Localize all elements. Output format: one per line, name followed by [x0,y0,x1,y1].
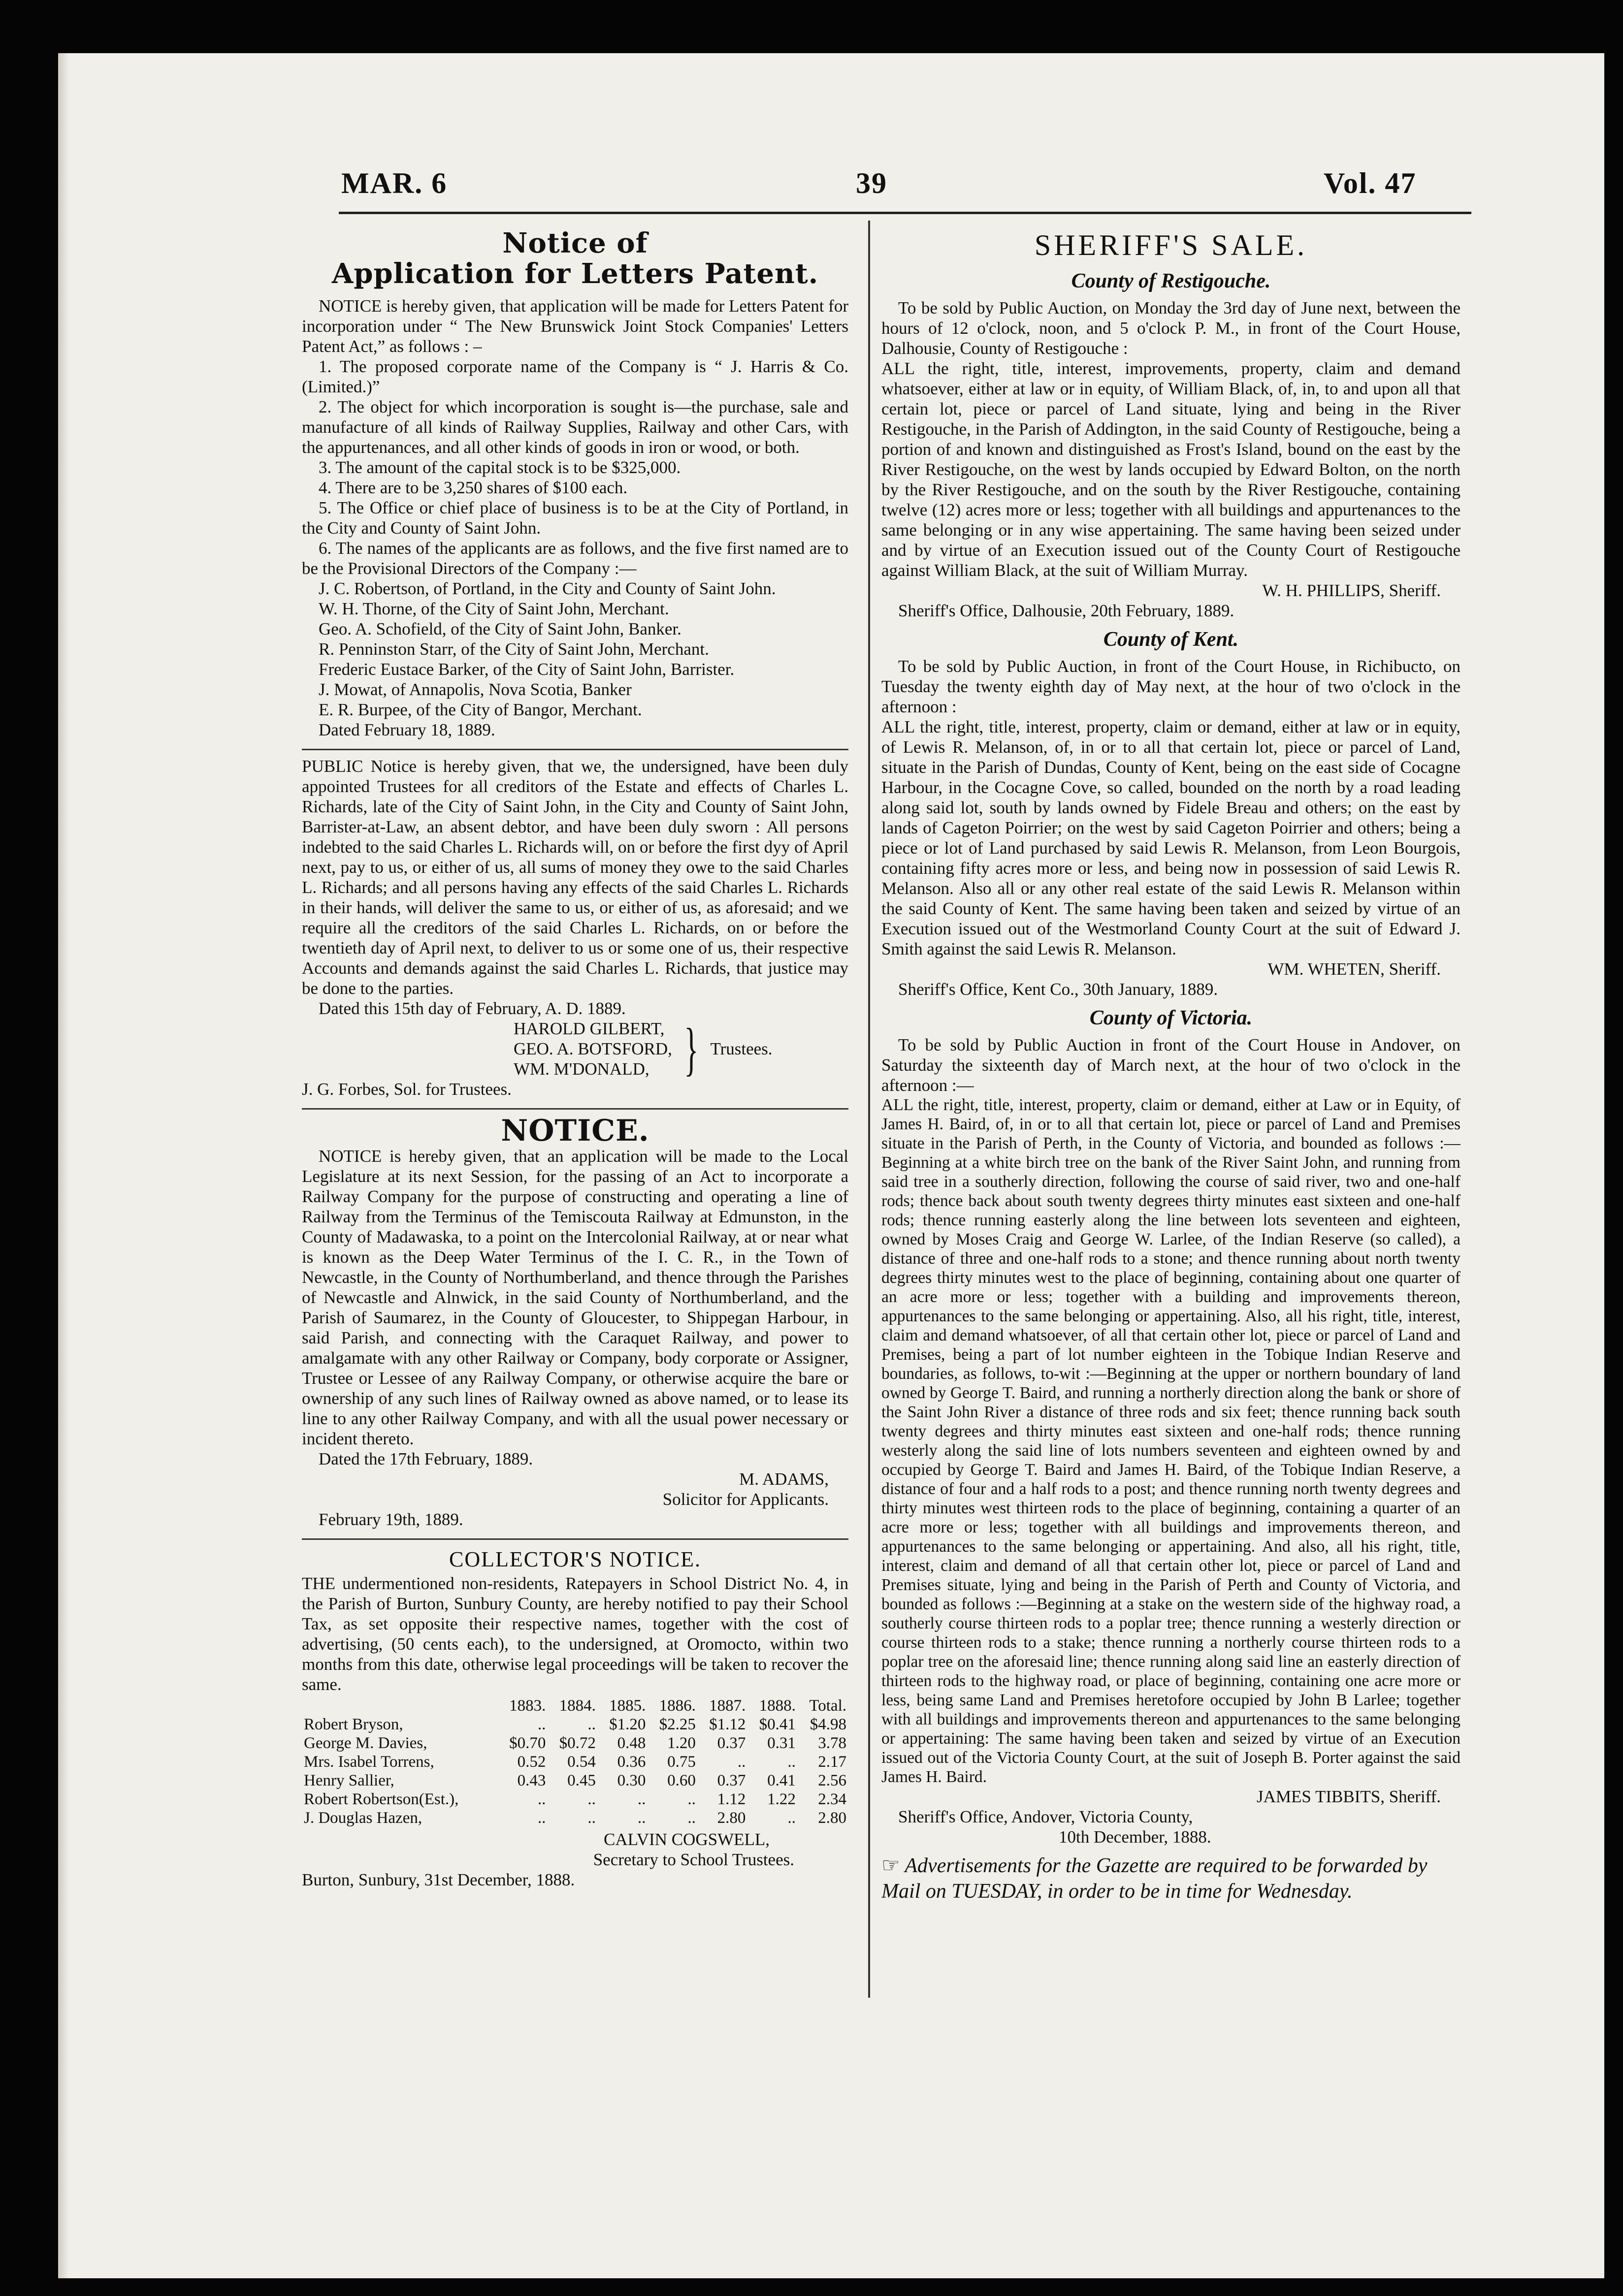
patent-dated: Dated February 18, 1889. [319,720,495,739]
table-cell: 0.36 [617,1753,646,1771]
patent-title-1: Notice of [502,228,648,259]
left-column [302,228,848,1890]
director: J. C. Robertson, of Portland, in the City and County of Saint John. [319,579,776,598]
column-header: 1885. [609,1697,646,1715]
trustee-name: WM. M'DONALD, [514,1059,649,1079]
table-cell: .. [587,1716,596,1733]
patent-intro: NOTICE is hereby given, that application will be made for Letters Patent for incorporation under “ The New Brunswick Joint Stock Companies' Letters Patent Act,” as follows : – [302,296,848,356]
table-cell: .. [537,1809,546,1827]
sale-intro: To be sold by Public Auction in front of the Court House in Andover, on Saturday the sixteenth day of March next, at the hour of two o'clock in the afternoon :— [881,1035,1461,1095]
sheriff-signer: W. H. PHILLIPS, Sheriff. [1262,581,1441,600]
tax-table [302,1696,848,1827]
patent-item: 2. The object for which incorporation is sought is—the purchase, sale and manufacture of all kinds of Railway Supplies, Railway and other Cars, with the appurtenances, and all other kinds of goods in iron or wood, or both. [302,397,848,457]
railway-notice [302,1116,848,1530]
director: E. R. Burpee, of the City of Bangor, Merchant. [319,700,642,719]
table-cell: 0.75 [667,1753,696,1771]
table-cell: $1.20 [609,1716,646,1733]
table-cell: 0.52 [517,1753,546,1771]
table-cell: 0.37 [717,1772,746,1789]
tax-header-row [302,1696,848,1715]
sheriff-office: Sheriff's Office, Dalhousie, 20th February, 1889. [898,601,1234,620]
table-cell: $0.72 [559,1734,596,1752]
railway-dated: Dated the 17th February, 1889. [319,1449,533,1468]
table-cell: 0.48 [617,1734,646,1752]
table-cell: 0.37 [717,1734,746,1752]
railway-signer-title: Solicitor for Applicants. [662,1490,829,1509]
director: R. Penninston Starr, of the City of Saint John, Merchant. [319,639,709,659]
table-cell: .. [537,1790,546,1808]
table-cell: 1.22 [767,1790,796,1808]
advert-note-line [881,1853,1461,1904]
collector-title: COLLECTOR'S NOTICE. [449,1547,701,1571]
patent-item: 6. The names of the applicants are as follows, and the five first named are to be the Provisional Directors of the Company :— [302,539,848,578]
trustees-dated: Dated this 15th day of February, A. D. 1889. [319,999,626,1018]
divider [302,749,848,750]
patent-notice [302,228,848,740]
header-rule [339,212,1471,214]
trustees-text: PUBLIC Notice is hereby given, that we, the undersigned, have been duly appointed Trustees for all creditors of the Estate and effects of Charles L. Richards, late of the City of Saint John, in the City and County of Saint John, Barrister-at-Law, an absent debtor, and have been duly sworn : All persons indebted to the said Charles L. Richards will, on or before the first dyy of April next, pay to us, or either of us, all sums of money they owe to the said Charles L. Richards; and all persons having any effects of the said Charles L. Richards in their hands, will deliver the same to us, or either of us, as aforesaid; and we require all the creditors of the said Charles L. Richards, on or before the twentieth day of April next, to deliver to us or some one of us, their respective Accounts and demands against the said Charles L. Richards, that justice may be done to the parties. [302,757,848,998]
table-row [302,1753,848,1771]
table-row [302,1734,848,1753]
sale-intro: To be sold by Public Auction, in front of the Court House, in Richibucto, on Tuesday the twenty eighth day of May next, at the hour of two o'clock in the afternoon : [881,657,1461,716]
director: Geo. A. Schofield, of the City of Saint John, Banker. [319,619,682,638]
table-cell: 0.41 [767,1772,796,1789]
table-row [302,1809,848,1827]
railway-title: NOTICE. [501,1114,649,1148]
divider [302,1108,848,1110]
table-cell: J. Douglas Hazen, [304,1809,422,1827]
collector-signer-title: Secretary to School Trustees. [593,1850,794,1869]
volume-number: Vol. 47 [1324,167,1417,199]
right-column [881,228,1461,1904]
table-cell: .. [737,1753,746,1771]
table-cell: $1.12 [709,1716,746,1733]
table-cell: 0.54 [567,1753,596,1771]
patent-item: 5. The Office or chief place of business is to be at the City of Portland, in the City and County of Saint John. [302,498,848,538]
table-cell: 0.60 [667,1772,696,1789]
trustees-label: Trustees. [710,1039,773,1058]
table-cell: $0.41 [759,1716,796,1733]
table-cell: .. [587,1790,596,1808]
table-cell: Robert Bryson, [304,1716,403,1733]
column-header: 1884. [559,1697,596,1715]
sale-text: ALL the right, title, interest, improvements, property, claim and demand whatsoever, either at law or in equity, of William Black, of, in, to and upon all that certain lot, piece or parcel of Land situate, lying and being in the River Restigouche, in the Parish of Addington, in the said County of Restigouche, being a portion of and known and distinguished as Frost's Island, bound on the east by the River Restigouche, on the west by lands occupied by Edward Bolton, on the north by the River Restigouche, and on the south by the River Restigouche, containing twelve (12) acres more or less; together with all buildings and appurtenances to the same belonging or in any wise appertaining. The same having been seized under and by virtue of an Execution issued out of the County Court of Restigouche against William Black, at the suit of William Murray. [881,359,1461,580]
advert-note-text: Advertisements for the Gazette are required to be forwarded by Mail on TUESDAY, in order to be in time for Wednesday. [881,1854,1428,1903]
table-cell: $0.70 [509,1734,546,1752]
table-cell: $2.25 [659,1716,696,1733]
kent-sale [881,626,1461,999]
table-row [302,1790,848,1809]
table-row [302,1715,848,1734]
table-row [302,1771,848,1790]
director: Frederic Eustace Barker, of the City of Saint John, Barrister. [319,660,735,679]
table-cell: Henry Sallier, [304,1772,394,1789]
sale-text: ALL the right, title, interest, property, claim or demand, either at Law or in Equity, of James H. Baird, of, in or to all that certain lot, piece or parcel of Land and Premises situate in the Parish of Perth, in the County of Victoria, and bounded as follows :—Beginning at a white birch tree on the bank of the River Saint John, and running from said tree in a southerly direction, following the course of said river, two and one-half rods; thence back about south twenty degrees thirty minutes east sixteen and one-half rods; thence running easterly along the line between lots seventeen and eighteen, owned by Moses Craig and George W. Larlee, of the Indian Reserve (so called), a distance of three and one-half rods to a stone; and thence running about north twenty degrees thirty minutes west to the place of beginning, containing about one quarter of an acre more or less; together with a building and improvements thereon, appurtenances to the same belonging or appertaining. Also, all his right, title, interest, claim and demand whatsoever, of all that certain other lot, piece or parcel of Land and Premises, being a part of lot number eighteen in the Tobique Indian Reserve and boundaries, as follows, to-wit :—Beginning at the upper or northern boundary of land owned by George T. Baird, and running a northerly direction along the bank or shore of the Saint John River a distance of three rods and six feet; thence running back south twenty degrees and thirty minutes east sixteen and one-half rods; thence running westerly along the said line of lots numbers seventeen and eighteen owned by and occupied by George T. Baird and James H. Baird, of the Tobique Indian Reserve, a distance of four and a half rods to a post; and thence running north twenty degrees and thirty minutes west thirteen rods to the place of beginning, containing a quarter of an acre more or less; together with all buildings and improvements thereon, and appurtenances to the same belonging or appertaining. And also, all his right, title, interest, claim and demand of all that certain other lot, piece or parcel of Land and Premises situate, lying and being in the Parish of Perth and County of Victoria, and bounded as follows :—Beginning at a stake on the western side of the highway road, a southerly course thirteen rods to a poplar tree; thence running a westerly direction or course thirteen rods to a stake; thence running a northerly course thirteen rods to a poplar tree on the aforesaid line; thence running along said line an easterly direction of thirteen rods to the highway road, or place of beginning, containing one acre more or less, being same Land and Premises heretofore occupied by John B Larlee; together with all buildings and improvements thereon and appurtenances to the same belonging or appertaining: The same having been taken and seized by virtue of an Execution issued out of the Victoria County Court, at the suit of Joseph B. Porter against the said James H. Baird. [881,1096,1461,1786]
patent-item: 4. There are to be 3,250 shares of $100 each. [319,478,628,497]
column-header: 1888. [759,1697,796,1715]
railway-date: February 19th, 1889. [319,1510,463,1529]
table-cell: 0.31 [767,1734,796,1752]
table-cell: .. [587,1809,596,1827]
sheriff-signer: WM. WHETEN, Sheriff. [1267,959,1441,979]
county-heading: County of Restigouche. [1071,270,1271,292]
table-cell: $4.98 [810,1716,846,1733]
table-cell: 2.56 [818,1772,846,1789]
column-header: 1887. [709,1697,746,1715]
page-header [58,166,1604,206]
railway-text: NOTICE is hereby given, that an application will be made to the Local Legislature at its next Session, for the passing of an Act to incorporate a Railway Company for the purpose of constructing and operating a line of Railway from the Terminus of the Temiscouta Railway at Edmunston, in the County of Madawaska, to a point on the Intercolonial Railway, at or near what is known as the Deep Water Terminus of the I. C. R., in the Town of Newcastle, in the County of Northumberland, and thence through the Parishes of Newcastle and Alnwick, in the said County of Northumberland, and the Parish of Saumarez, in the County of Gloucester, to Shippegan Harbour, in said Parish, and connecting with the Caraquet Railway, and power to amalgamate with any other Railway or Company, body corporate or Assigner, Trustee or Lessee of any Railway Company, or otherwise acquire the bare or ownership of any such lines of Railway owned as above named, or to lease its line to any other Railway Company, and with all the usual power necessary or incident thereto. [302,1147,848,1448]
railway-signer: M. ADAMS, [739,1469,829,1489]
table-cell: George M. Davies, [304,1734,427,1752]
table-cell: .. [637,1809,646,1827]
divider [302,1538,848,1540]
table-cell: Robert Robertson(Est.), [304,1790,459,1808]
patent-title-2: Application for Letters Patent. [331,257,819,290]
issue-date: MAR. 6 [341,167,448,199]
column-header: Total. [809,1697,846,1715]
trustees-solicitor: J. G. Forbes, Sol. for Trustees. [302,1080,512,1099]
patent-item: 1. The proposed corporate name of the Company is “ J. Harris & Co. (Limited.)” [302,357,848,396]
table-cell: 2.34 [818,1790,846,1808]
table-cell: 3.78 [818,1734,846,1752]
column-header: 1886. [659,1697,696,1715]
sale-text: ALL the right, title, interest, property, claim or demand, either at law or in equity, of Lewis R. Melanson, of, in or to all that certain lot, piece or parcel of Land, situate in the Parish of Dundas, County of Kent, being on the east side of Cocagne Harbour, in the Cocagne Cove, so called, bounded on the north by a road leading along said lot, south by lands owned by Fidele Breau and others; on the east by lands of Cageton Poirrier; on the west by said Cageton Poirrier and others; being a piece or lot of Land purchased by said Lewis R. Melanson, from Leon Bourgois, containing fifty acres more or less, and being now in possession of said Lewis R. Melanson. Also all or any other real estate of the said Lewis R. Melanson within the said County of Kent. The same having been taken and seized by virtue of an Execution issued out of the Westmorland County Court at the suit of Edward J. Smith against the said Lewis R. Melanson. [881,717,1461,958]
sheriff-office: Sheriff's Office, Kent Co., 30th January, 1889. [898,980,1218,999]
trustees-notice [302,756,848,1099]
table-cell: .. [537,1716,546,1733]
sheriff-signer: JAMES TIBBITS, Sheriff. [1256,1787,1441,1806]
table-cell: 2.80 [717,1809,746,1827]
pointing-hand-icon: ☞ [881,1854,900,1877]
table-cell: 0.45 [567,1772,596,1789]
collector-text: THE undermentioned non-residents, Ratepayers in School District No. 4, in the Parish of Burton, Sunbury County, are hereby notified to pay their School Tax, as set opposite their respective names, together with the cost of advertising, (50 cents each), to the undersigned, at Oromocto, within two months from this date, otherwise legal proceedings will be taken to recover the same. [302,1574,848,1694]
table-cell: .. [637,1790,646,1808]
column-divider [868,221,870,1998]
table-cell: 1.12 [717,1790,746,1808]
table-cell: 0.43 [517,1772,546,1789]
trustee-names [514,1019,672,1079]
sheriff-sale-title: SHERIFF'S SALE. [1034,229,1308,261]
victoria-sale [881,1004,1461,1847]
table-cell: .. [787,1753,796,1771]
county-heading: County of Kent. [1103,628,1239,651]
collector-place-date: Burton, Sunbury, 31st December, 1888. [302,1870,575,1889]
table-cell: 1.20 [667,1734,696,1752]
sale-intro: To be sold by Public Auction, on Monday the 3rd day of June next, between the hours of 12 o'clock, noon, and 5 o'clock P. M., in front of the Court House, Dalhousie, County of Restigouche : [881,298,1461,358]
gazette-page [58,53,1604,2278]
patent-item: 3. The amount of the capital stock is to be $325,000. [319,458,681,477]
column-header: 1883. [509,1697,546,1715]
collector-signer: CALVIN COGSWELL, [603,1830,770,1849]
advert-note [881,1853,1461,1904]
table-cell: .. [687,1809,696,1827]
brace-symbol: } [684,1016,699,1082]
director: J. Mowat, of Annapolis, Nova Scotia, Banker [319,680,632,699]
trustee-name: GEO. A. BOTSFORD, [514,1039,672,1058]
column-header [302,1696,498,1715]
table-cell: 2.17 [818,1753,846,1771]
director: W. H. Thorne, of the City of Saint John, Merchant. [319,599,669,618]
table-cell: .. [687,1790,696,1808]
sheriff-office: Sheriff's Office, Andover, Victoria County, [898,1807,1193,1826]
county-heading: County of Victoria. [1089,1007,1253,1029]
trustee-name: HAROLD GILBERT, [514,1019,665,1038]
table-cell: Mrs. Isabel Torrens, [304,1753,434,1771]
table-cell: .. [787,1809,796,1827]
page-number: 39 [856,167,887,199]
sheriff-office-date: 10th December, 1888. [1059,1827,1211,1847]
table-cell: 0.30 [617,1772,646,1789]
collector-notice [302,1546,848,1890]
restigouche-sale [881,267,1461,621]
trustees-signature [514,1016,848,1082]
table-cell: 2.80 [818,1809,846,1827]
